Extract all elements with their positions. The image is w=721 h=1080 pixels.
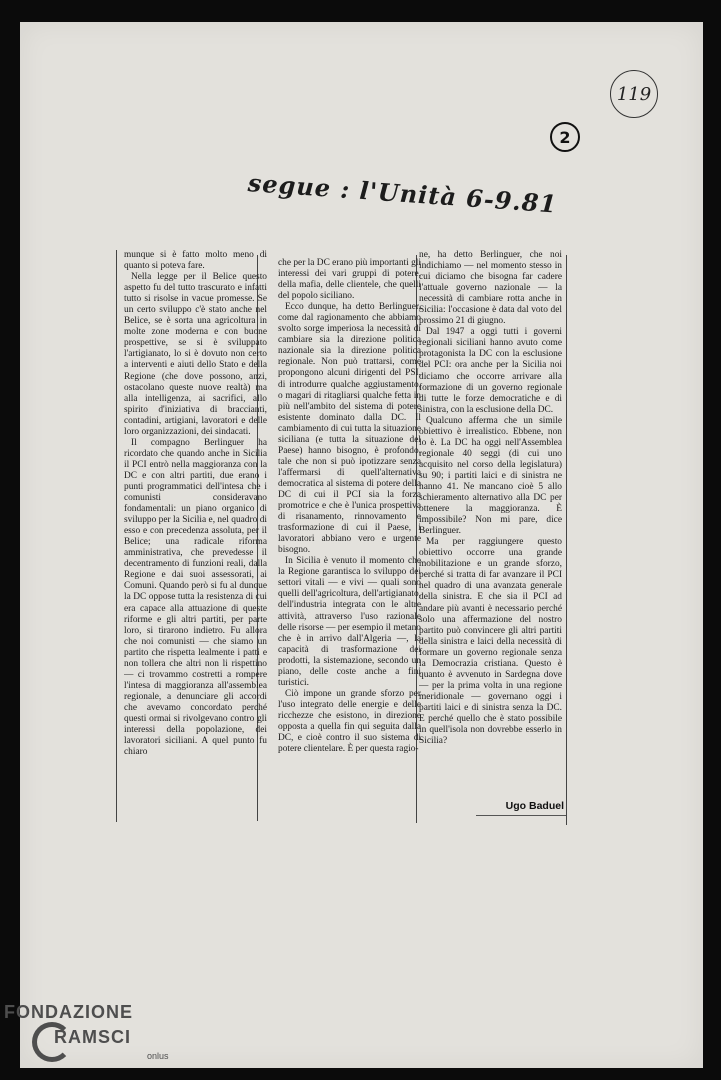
signature-rule (476, 815, 566, 816)
logo-text-line1: FONDAZIONE (4, 1002, 133, 1022)
article-paragraph: Ecco dunque, ha detto Berlinguer, come dal ragionamento che abbiamo svolto sorge imperiosa la necessità di cambiare sia la direzione politica nazionale sia la direzione politica regionale. Non può trattarsi, come propongono alcuni dirigenti del PSI, di introdurre qualche aggiustamento, o magari di ritagliarsi qualche fetta in più nell'ambito del sistema di potere esistente dominato dalla DC. Il cambiamento di cui tutta la situazione siciliana (e tutta la situazione del Paese) hanno bisogno, è profondo, tale che non si può ipotizzare senza l'affermarsi di quell'alternativa democratica al sistema di potere della DC di cui il PCI sia la forza promotrice e che è l'unica prospettiva di risanamento, rinnovamento e trasformazione di cui il Paese, i lavoratori abbiano vero e urgente bisogno. (278, 302, 421, 556)
article-paragraph: In Sicilia è venuto il momento che la Regione garantisca lo sviluppo dei settori vitali — e vivi — quali sono quelli dell'agricoltura, dell'artigianato, dell'industria integrata con le altre attività, attraverso l'uso razionale delle risorse — per esempio il metano che è in arrivo dall'Algeria —, la capacità di trasformazione dei prodotti, la sistemazione, secondo un piano, delle coste anche a fini turistici. (278, 556, 421, 688)
article-paragraph: Dal 1947 a oggi tutti i governi regionali siciliani hanno avuto come protagonista la DC con la esclusione del PCI: ora anche per la Sicilia noi diciamo che occorre arrivare alla formazione di un governo regionale di tutte le forze democratiche e di sinistra, con la esclusione della DC. (419, 327, 562, 415)
document-sheet (20, 22, 703, 1068)
article-paragraph: Ma per raggiungere questo obiettivo occorre una grande mobilitazione e un grande sforzo, perché si tratta di far avanzare il PCI nel quadro di una avanzata generale della sinistra. E che sia il PCI ad andare più avanti è necessario perché solo una affermazione del nostro partito può convincere gli altri partiti della sinistra e laici della necessità di formare un governo regionale senza la Democrazia cristiana. Questo è quanto è avvenuto in Sardegna dove — per la prima volta in una regione meridionale — governano oggi i partiti laici e di sinistra senza la DC. E perché quello che è stato possibile in quell'isola non dovrebbe esserlo in Sicilia? (419, 537, 562, 747)
article-signature: Ugo Baduel (505, 800, 564, 812)
article-paragraph: munque si è fatto molto meno di quanto si poteva fare. (124, 250, 267, 272)
article-paragraph: Nella legge per il Belice questo aspetto fu del tutto trascurato e infatti tutto si risolse in vacue promesse. Se un certo sviluppo c'è stato anche nel Belice, se è sorta una agricoltura in molte zone moderna e con buone prospettive, se si è sviluppato l'artigianato, lo si è dovuto non certo a interventi e aiuti dello Stato e della Regione (che dove possono, anzi, ostacolano queste nuove realtà) ma alla intelligenza, ai sacrifici, allo spirito d'iniziativa di braccianti, contadini, artigiani, lavoratori e delle loro organizzazioni, dei sindacati. (124, 272, 267, 437)
column-rule (566, 255, 567, 825)
article-paragraph: Il compagno Berlinguer ha ricordato che quando anche in Sicilia il PCI entrò nella maggioranza con la DC e con altri partiti, due erano i punti programmatici dell'intesa che i comunisti consideravano fondamentali: un piano organico di sviluppo per la Sicilia e, nel quadro di esso e con precedenza assoluta, per il Belice; una radicale riforma amministrativa, che prevedesse il decentramento di funzioni reali, dalla Regione e dai suoi assessorati, ai Comuni. Quando però si fu al dunque la DC oppose tutta la resistenza di cui era capace alla attuazione di queste riforme e gli altri partiti, per parte loro, si tirarono indietro. Fu allora che noi comunisti — che siamo un partito che rispetta lealmente i patti e non tollera che altri non li rispettino — ci trovammo costretti a rompere l'intesa di maggioranza all'assemblea regionale, a denunciare gli accordi che avevamo concordato perché questi ormai si rivolgevano contro gli interessi della popolazione, dei lavoratori siciliani. A quel punto fu chiaro (124, 437, 267, 758)
sheet-number-annotation: 2 (550, 122, 580, 152)
newspaper-clipping (110, 250, 572, 822)
article-column-2 (278, 258, 421, 822)
article-paragraph: Ciò impone un grande sforzo per l'uso integrato delle energie e delle ricchezze che esistono, in direzione opposta a quella fin qui seguita dalla DC, e cioè contro il suo sistema di potere clientelare. È per questa ragio- (278, 688, 421, 755)
article-paragraph: ne, ha detto Berlinguer, che noi indichiamo — nel momento stesso in cui diciamo che bisogna far cadere l'attuale governo nazionale — la necessità di cambiare rotta anche in Sicilia: l'occasione è data dal voto del prossimo 21 di giugno. (419, 250, 562, 327)
article-column-1 (124, 250, 267, 816)
article-paragraph: Qualcuno afferma che un simile obiettivo è irrealistico. Ebbene, non lo è. La DC ha oggi nell'Assemblea regionale 40 seggi (di cui uno acquisito nel corso della legislatura) su 90; i partiti laici e di sinistra ne hanno 41. Ne mancano cioè 5 allo schieramento alternativo alla DC per ottenere la maggioranza. È impossibile? Non mi pare, dice Berlinguer. (419, 415, 562, 537)
column-rule (116, 250, 117, 822)
logo-subtext: onlus (147, 1051, 169, 1061)
article-paragraph: che per la DC erano più importanti gli interessi dei vari gruppi di potere, della mafia, delle clientele, che quelli del popolo siciliano. (278, 258, 421, 302)
logo-text-line2: RAMSCI (54, 1027, 131, 1047)
article-column-3 (419, 250, 562, 795)
page-number-annotation: 119 (610, 70, 658, 118)
source-note-handwritten: segue : l'Unità 6-9.81 (246, 168, 559, 219)
